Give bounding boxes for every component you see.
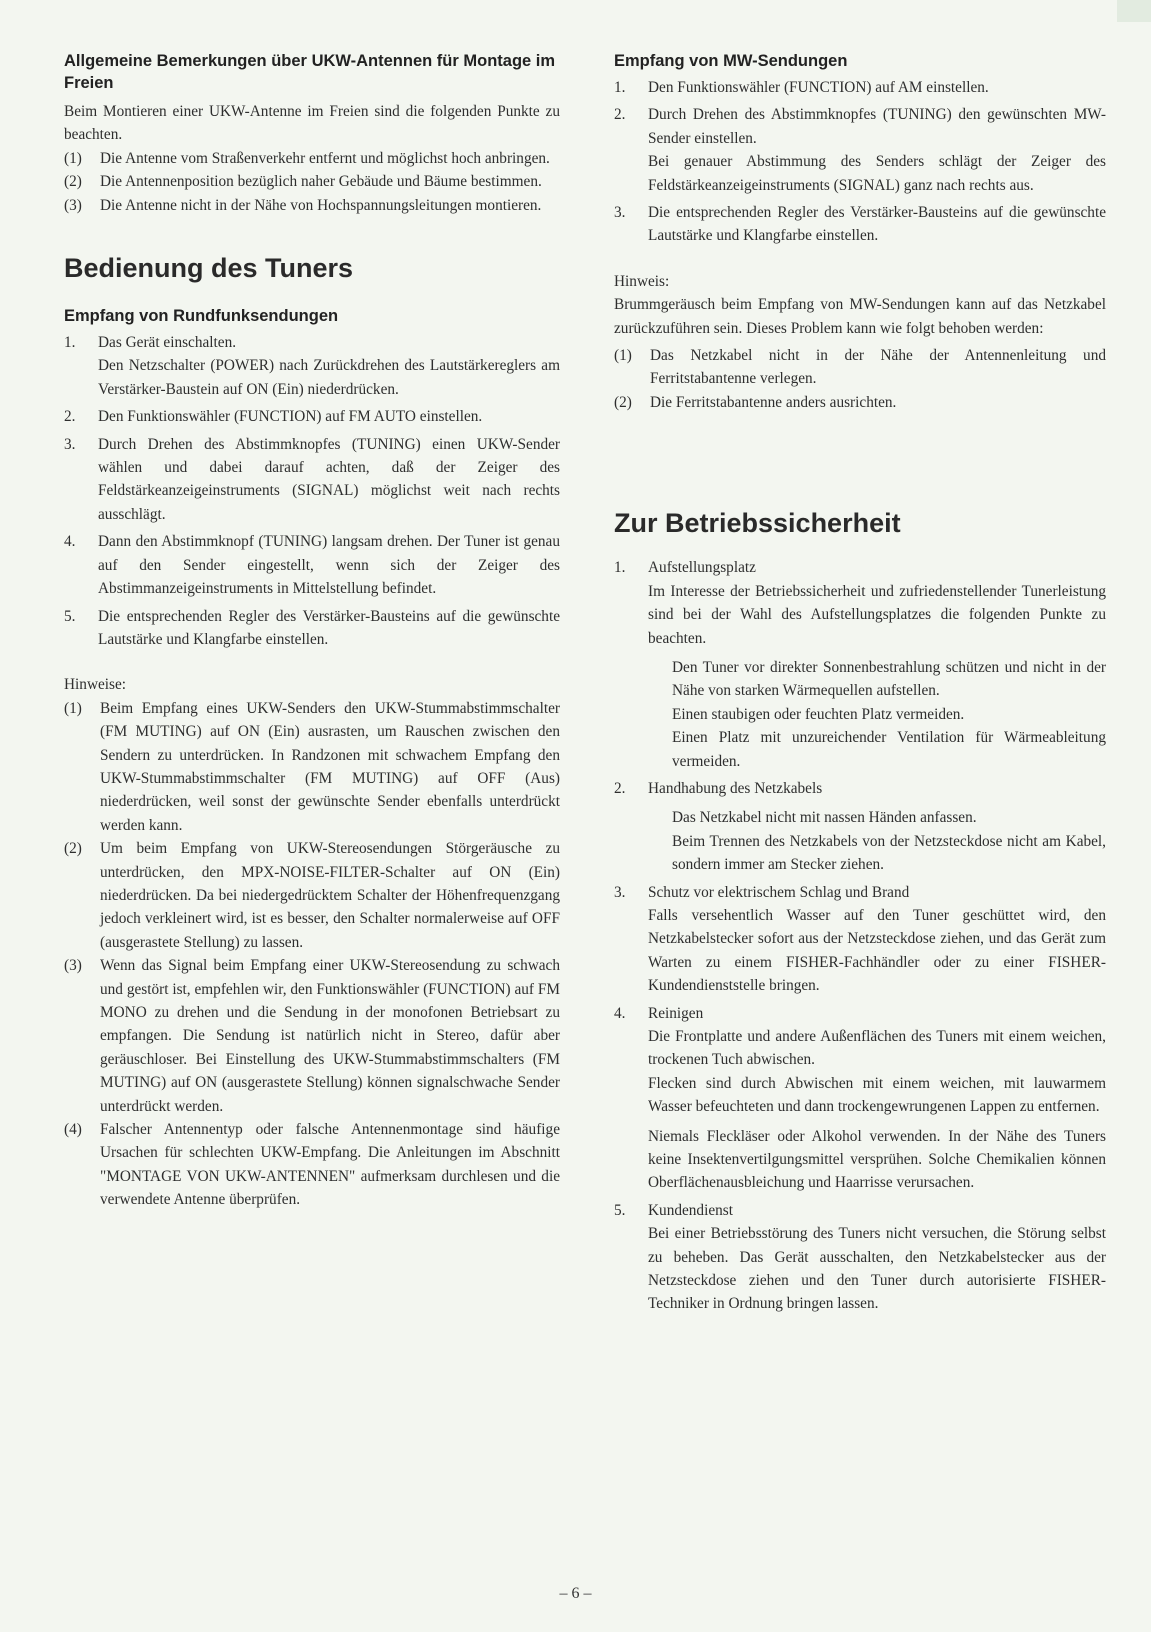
antenna-heading: Allgemeine Bemerkungen über UKW-Antennen für Montage im Freien (64, 52, 556, 92)
safety-item: 4. Reinigen Die Frontplatte und andere Außenflächen des Tuners mit einem weichen, trockenen Tuch abwischen. Flecken sind durch Abwischen mit einem weichen, mit lauwarmem Wasser befeuchteten und dann trockengewrungenen Lappen zu entfernen. Niemals Fleckläser oder Alkohol verwenden. In der Nähe des Tuners keine Insektenvertilgungsmittel versprühen. Solche Chemikalien können Oberflächenausbleichung und Haarrisse verursachen. (614, 1004, 1106, 1192)
antenna-item: (1) Die Antenne vom Straßenverkehr entfernt und möglichst hoch anbringen. (64, 149, 550, 167)
mw-note-label: Hinweis: (614, 272, 670, 290)
mw-steps (614, 76, 1106, 248)
page-number: – 6 – (559, 1585, 592, 1602)
safety-item: 3. Schutz vor elektrischem Schlag und Brand Falls versehentlich Wasser auf den Tuner geschüttet wird, den Netzkabelstecker sofort aus der Netzsteckdose ziehen, und das Gerät zum Warten zu einem FISHER-Fachhändler oder zu einer FISHER-Kundendienststelle bringen. (614, 883, 1106, 995)
notes-list (64, 697, 560, 1212)
mw-step: 2. Durch Drehen des Abstimmknopfes (TUNING) den gewünschten MW-Sender einstellen. Bei genauer Abstimmung des Senders schlägt der Zeiger des Feldstärkeanzeigeinstruments (SIGNAL) ganz nach rechts aus. (614, 106, 1106, 194)
reception-step: 2. Den Funktionswähler (FUNCTION) auf FM AUTO einstellen. (64, 408, 483, 426)
safety-item: 2. Handhabung des Netzkabels Das Netzkabel nicht mit nassen Händen anfassen. Beim Trennen des Netzkabels von der Netzsteckdose nicht am Kabel, sondern immer am Stecker ziehen. (614, 779, 1106, 874)
mw-heading: Empfang von MW-Sendungen (614, 52, 848, 70)
corner-mark (1117, 0, 1151, 22)
mw-step: 1. Den Funktionswähler (FUNCTION) auf AM einstellen. (614, 79, 989, 96)
tuner-title: Bedienung des Tuners (64, 253, 354, 284)
left-column (64, 50, 560, 1212)
note-item: (2) Um beim Empfang von UKW-Stereosendungen Störgeräusche zu unterdrücken, den MPX-NOISE-FILTER-Schalter auf ON (Ein) niederdrücken. Da bei niedergedrücktem Schalter der Höhenfrequenzgang jedoch verkleinert wird, ist es besser, den Schalter normalerweise auf OFF (ausgerastete Stellung) zu lassen. (64, 840, 560, 951)
right-column (614, 50, 1106, 1316)
reception-step: 5. Die entsprechenden Regler des Verstärker-Bausteins auf die gewünschte Lautstärke und Klangfarbe einstellen. (64, 607, 560, 648)
reception-step: 1. Das Gerät einschalten. Den Netzschalter (POWER) nach Zurückdrehen des Lautstärkereglers am Verstärker-Baustein auf ON (Ein) niederdrücken. (64, 334, 560, 398)
antenna-item: (2) Die Antennenposition bezüglich naher Gebäude und Bäume bestimmen. (64, 173, 542, 191)
reception-steps (64, 331, 560, 651)
mw-step: 3. Die entsprechenden Regler des Verstärker-Bausteins auf die gewünschte Lautstärke und Klangfarbe einstellen. (614, 204, 1106, 245)
safety-title: Zur Betriebssicherheit (614, 508, 901, 539)
note-item: (1) Beim Empfang eines UKW-Senders den UKW-Stummabstimmschalter (FM MUTING) auf ON (Ein) ausrasten, um Rauschen zwischen den Sendern zu unterdrücken. In Randzonen mit schwachem Empfang den UKW-Stummabstimmschalter (FM MUTING) auf OFF (Aus) niederdrücken, weil sonst der gewünschte Sender ebenfalls unterdrückt werden kann. (64, 699, 560, 834)
reception-heading: Empfang von Rundfunksendungen (64, 307, 339, 326)
safety-item: 5. Kundendienst Bei einer Betriebsstörung des Tuners nicht versuchen, die Störung selbst zu beheben. Das Gerät ausschalten, den Netzkabelstecker aus der Netzsteckdose ziehen und den Tuner durch autorisierte FISHER-Techniker in Ordnung bringen lassen. (614, 1201, 1106, 1313)
antenna-intro: Beim Montieren einer UKW-Antenne im Freien sind die folgenden Punkte zu beachten. (64, 103, 560, 144)
note-item: (3) Wenn das Signal beim Empfang einer UKW-Stereosendung zu schwach und gestört ist, empfehlen wir, den Funktionswähler (FUNCTION) auf FM MONO zu drehen und die Sendung in der monofonen Betriebsart zu empfangen. Die Sendung ist natürlich nicht in Stereo, dafür aber geräuschloser. Bei Einstellung des UKW-Stummabstimmschalters (FM MUTING) auf ON (ausgerastete Stellung) können signalschwache Sender unterdrückt werden. (64, 957, 560, 1115)
note-item: (4) Falscher Antennentyp oder falsche Antennenmontage sind häufige Ursachen für schlechten UKW-Empfang. Die Anleitungen im Abschnitt "MONTAGE VON UKW-ANTENNEN" aufmerksam durchlesen und die verwendete Antenne überprüfen. (64, 1121, 560, 1209)
reception-step: 3. Durch Drehen des Abstimmknopfes (TUNING) einen UKW-Sender wählen und dabei darauf achten, daß der Zeiger des Feldstärkeanzeigeinstruments (SIGNAL) möglichst weit nach rechts ausschlägt. (64, 435, 560, 523)
reception-step: 4. Dann den Abstimmknopf (TUNING) langsam drehen. Der Tuner ist genau auf den Sender eingestellt, wenn sich der Zeiger des Abstimmanzeigeinstruments in Mittelstellung befindet. (64, 533, 560, 598)
antenna-item: (3) Die Antenne nicht in der Nähe von Hochspannungsleitungen montieren. (64, 196, 542, 214)
mw-note-list (614, 344, 1106, 414)
antenna-list (64, 147, 560, 217)
mw-note-text: Brummgeräusch beim Empfang von MW-Sendungen kann auf das Netzkabel zurückzuführen sein. Dieses Problem kann wie folgt behoben werden: (614, 296, 1106, 337)
mw-note-item: (1) Das Netzkabel nicht in der Nähe der Antennenleitung und Ferritstabantenne verlegen. (614, 347, 1106, 388)
mw-note-item: (2) Die Ferritstabantenne anders ausrichten. (614, 393, 897, 411)
safety-list (614, 556, 1106, 1316)
safety-item: 1. Aufstellungsplatz Im Interesse der Betriebssicherheit und zufriedenstellender Tunerleistung sind bei der Wahl des Aufstellungsplatzes die folgenden Punkte zu beachten. Den Tuner vor direkter Sonnenbestrahlung schützen und nicht in der Nähe von starken Wärmequellen aufstellen. Einen staubigen oder feuchten Platz vermeiden. Einen Platz mit unzureichender Ventilation für Wärmeableitung vermeiden. (614, 559, 1106, 770)
notes-label: Hinweise: (64, 676, 127, 694)
